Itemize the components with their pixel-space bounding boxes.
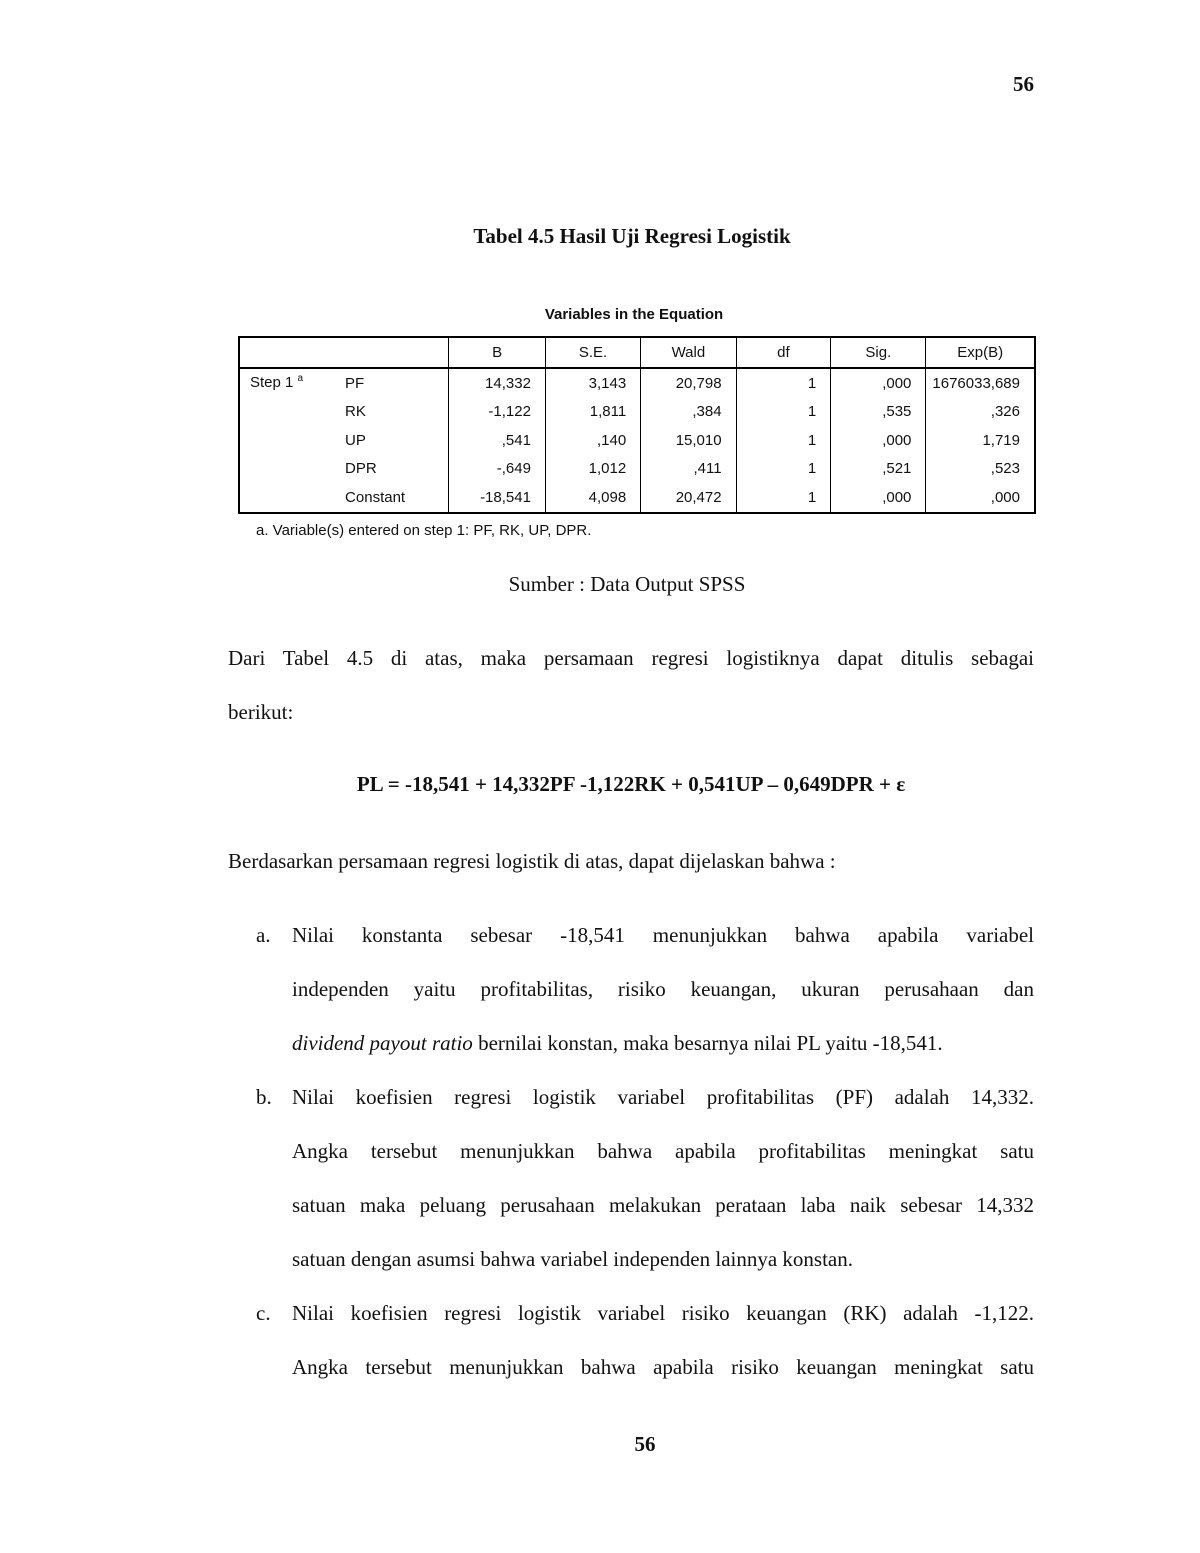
- cell-df: 1: [736, 368, 831, 398]
- table-row: [239, 426, 1035, 455]
- item-b-line-4: satuan dengan asumsi bahwa variabel independen lainnya konstan.: [292, 1247, 853, 1271]
- cell-se: 1,012: [545, 455, 640, 484]
- table-row: [239, 455, 1035, 484]
- italic-term: dividend payout ratio: [292, 1031, 473, 1055]
- item-c-text: [292, 1286, 1034, 1394]
- item-c-line-2: Angka tersebut menunjukkan bahwa apabila risiko keuangan meningkat satu: [292, 1355, 1034, 1379]
- cell-b: 14,332: [449, 368, 546, 398]
- header-expb: Exp(B): [926, 337, 1035, 368]
- item-a-text: [292, 908, 1034, 1070]
- explain-intro: Berdasarkan persamaan regresi logistik di atas, dapat dijelaskan bahwa :: [228, 849, 836, 873]
- spss-table-title: Variables in the Equation: [544, 306, 724, 323]
- item-a-marker: a.: [256, 923, 271, 947]
- header-sig: Sig.: [831, 337, 926, 368]
- cell-sig: ,000: [831, 368, 926, 398]
- item-a-line-2: independen yaitu profitabilitas, risiko keuangan, ukuran perusahaan dan: [292, 977, 1034, 1001]
- item-c-line-1: Nilai koefisien regresi logistik variabel risiko keuangan (RK) adalah -1,122.: [292, 1301, 1034, 1325]
- cell-se: 3,143: [545, 368, 640, 398]
- spss-output-table: [238, 336, 1036, 514]
- item-a-line-3-rest: bernilai konstan, maka besarnya nilai PL yaitu -18,541.: [472, 1031, 943, 1055]
- cell-se: 1,811: [545, 398, 640, 427]
- variable-name: DPR: [345, 460, 377, 478]
- variable-name: Constant: [345, 488, 406, 506]
- page-number-bottom: 56: [634, 1432, 656, 1456]
- table-body: [239, 368, 1035, 513]
- header-se: S.E.: [545, 337, 640, 368]
- table-header-row: [239, 337, 1035, 368]
- source-caption: Sumber : Data Output SPSS: [508, 572, 746, 596]
- cell-df: 1: [736, 483, 831, 513]
- cell-b: -18,541: [449, 483, 546, 513]
- item-c-marker: c.: [256, 1301, 271, 1325]
- cell-sig: ,000: [831, 426, 926, 455]
- cell-wald: 20,798: [641, 368, 736, 398]
- cell-b: ,541: [449, 426, 546, 455]
- regression-equation: PL = -18,541 + 14,332PF -1,122RK + 0,541UP – 0,649DPR + ε: [356, 772, 906, 796]
- cell-b: -,649: [449, 455, 546, 484]
- step-label-text: Step 1: [250, 374, 294, 391]
- table-row: [239, 398, 1035, 427]
- cell-expb: ,000: [926, 483, 1035, 513]
- page-number-top: 56: [1013, 72, 1034, 96]
- cell-df: 1: [736, 398, 831, 427]
- table-footnote: a. Variable(s) entered on step 1: PF, RK, UP, DPR.: [256, 522, 592, 539]
- cell-df: 1: [736, 426, 831, 455]
- cell-expb: 1,719: [926, 426, 1035, 455]
- cell-wald: ,411: [641, 455, 736, 484]
- cell-expb: ,523: [926, 455, 1035, 484]
- cell-expb: ,326: [926, 398, 1035, 427]
- cell-se: 4,098: [545, 483, 640, 513]
- variable-name: RK: [345, 403, 366, 421]
- table-title: Tabel 4.5 Hasil Uji Regresi Logistik: [473, 224, 791, 248]
- cell-sig: ,000: [831, 483, 926, 513]
- cell-sig: ,535: [831, 398, 926, 427]
- cell-sig: ,521: [831, 455, 926, 484]
- intro-line-1: Dari Tabel 4.5 di atas, maka persamaan regresi logistiknya dapat ditulis sebagai: [228, 646, 1034, 670]
- header-blank: [239, 337, 449, 368]
- cell-b: -1,122: [449, 398, 546, 427]
- table-row: [239, 483, 1035, 513]
- variable-name: UP: [345, 431, 366, 449]
- step-superscript: a: [297, 373, 304, 384]
- cell-df: 1: [736, 455, 831, 484]
- item-b-marker: b.: [256, 1085, 272, 1109]
- item-a-line-1: Nilai konstanta sebesar -18,541 menunjukkan bahwa apabila variabel: [292, 923, 1034, 947]
- cell-wald: ,384: [641, 398, 736, 427]
- variable-name: PF: [345, 374, 365, 392]
- header-b: B: [449, 337, 546, 368]
- cell-wald: 15,010: [641, 426, 736, 455]
- header-df: df: [736, 337, 831, 368]
- item-b-line-3: satuan maka peluang perusahaan melakukan perataan laba naik sebesar 14,332: [292, 1193, 1034, 1217]
- item-a-line-3: [292, 1016, 1034, 1070]
- cell-se: ,140: [545, 426, 640, 455]
- step-label: [239, 368, 341, 513]
- table-row: [239, 368, 1035, 398]
- header-wald: Wald: [641, 337, 736, 368]
- item-b-text: [292, 1070, 1034, 1286]
- cell-expb: 1676033,689: [926, 368, 1035, 398]
- item-b-line-1: Nilai koefisien regresi logistik variabel profitabilitas (PF) adalah 14,332.: [292, 1085, 1034, 1109]
- cell-wald: 20,472: [641, 483, 736, 513]
- intro-line-2: berikut:: [228, 700, 294, 724]
- item-b-line-2: Angka tersebut menunjukkan bahwa apabila profitabilitas meningkat satu: [292, 1139, 1034, 1163]
